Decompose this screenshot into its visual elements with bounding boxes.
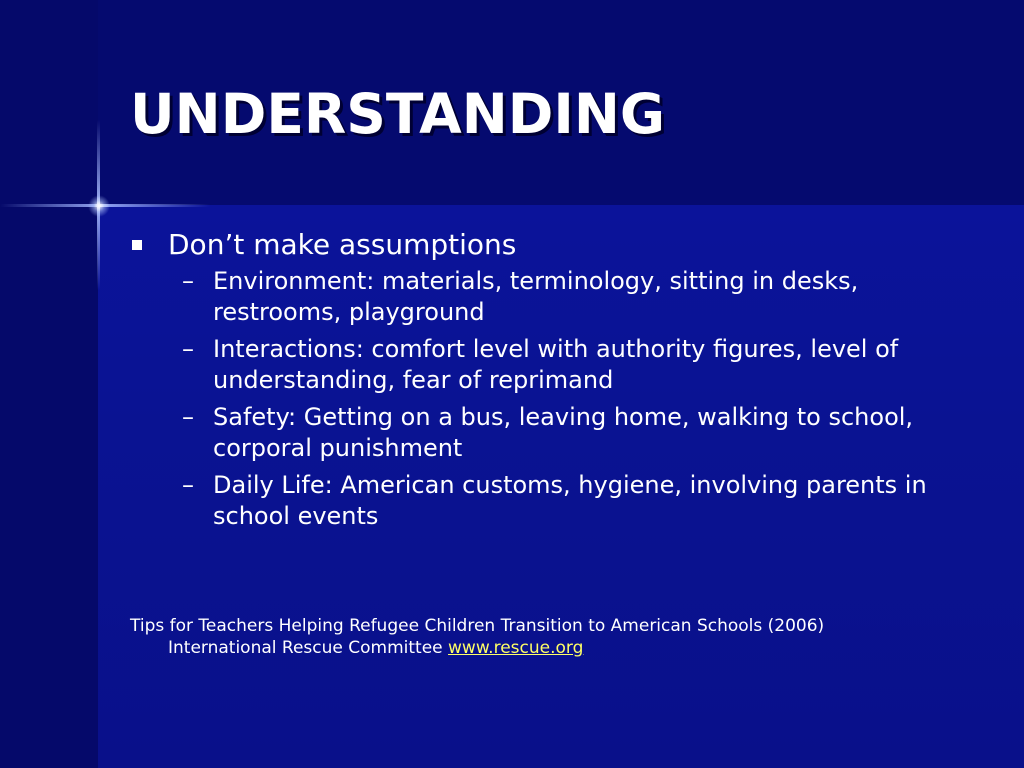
sub-item-safety (130, 402, 990, 464)
sub-bullet-list (130, 266, 990, 532)
sub-item-text: Interactions: comfort level with authority figures, level of understanding, fear of reprimand (213, 335, 899, 394)
sub-item-text: Environment: materials, terminology, sitting in desks, restrooms, playground (213, 267, 859, 326)
bullet-item (130, 226, 990, 264)
left-band (0, 0, 98, 768)
dash-icon: – (182, 471, 194, 499)
sub-item-environment (130, 266, 990, 328)
dash-icon: – (182, 267, 194, 295)
dash-icon: – (182, 335, 194, 363)
rescue-website-link[interactable]: www.rescue.org (448, 638, 584, 658)
square-bullet-icon (132, 240, 142, 250)
citation-title: Tips for Teachers Helping Refugee Children Transition to American Schools (2006) (130, 616, 825, 636)
light-flare-glow (88, 195, 110, 217)
sub-item-interactions (130, 334, 990, 396)
sub-item-text: Safety: Getting on a bus, leaving home, walking to school, corporal punishment (213, 403, 914, 462)
citation-publisher: International Rescue Committee (168, 638, 449, 658)
dash-icon: – (182, 403, 194, 431)
bullet-text: Don’t make assumptions (168, 228, 517, 261)
sub-item-daily-life (130, 470, 990, 532)
slide-title: UNDERSTANDING (130, 82, 666, 146)
bullet-list (130, 226, 990, 538)
sub-item-text: Daily Life: American customs, hygiene, involving parents in school events (213, 471, 927, 530)
citation-publisher-line (130, 637, 990, 659)
source-citation (130, 615, 990, 659)
